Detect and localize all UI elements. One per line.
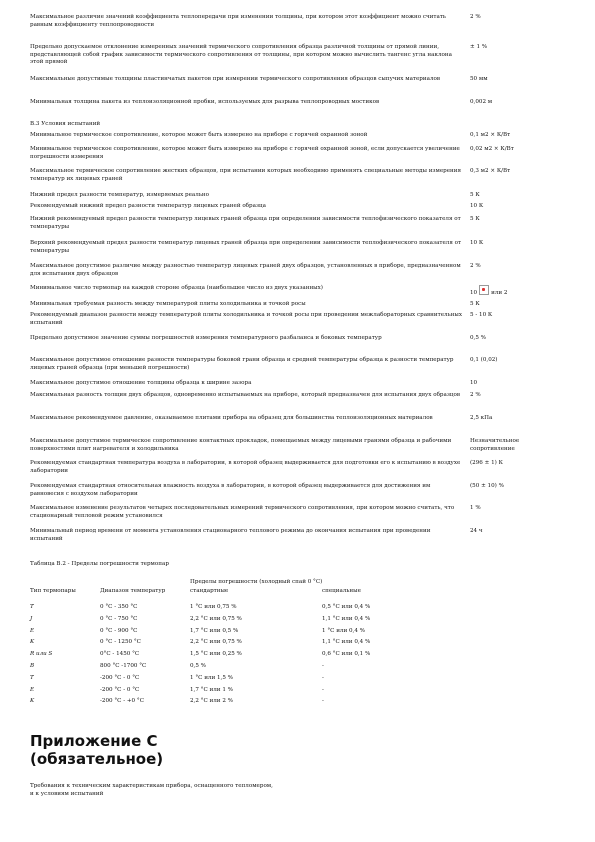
cell-special: 0,5 °С или 0,4 % bbox=[322, 604, 371, 610]
section-heading: В.3 Условия испытаний bbox=[30, 121, 101, 127]
cell-standard: 1,5 °С или 0,25 % bbox=[190, 651, 242, 658]
spec-value: 5 К bbox=[470, 192, 480, 198]
spec-value: 2,5 кПа bbox=[470, 415, 493, 421]
spec-value: 10 К bbox=[470, 240, 484, 246]
cell-range: 0 °С - 1250 °С bbox=[100, 639, 141, 646]
cell-special: 0,6 °С или 0,1 % bbox=[322, 651, 371, 658]
cell-special: 1,1 °С или 0,4 % bbox=[322, 639, 371, 646]
spec-text: Максимальное различие значений коэффициента теплопередачи при изменении толщины, при котором этот коэффициент можно считать равным коэффициенту теплопроводности bbox=[30, 14, 446, 28]
cell-range: 0 °С - 350 °С bbox=[100, 604, 138, 610]
spec-text: Нижний предел разности температур, измеряемых реально bbox=[30, 192, 209, 198]
table-caption: Таблица В.2 - Пределы погрешности термопар bbox=[30, 561, 169, 567]
broken-image-icon bbox=[479, 285, 489, 295]
spec-text: Минимальное термическое сопротивление, которое может быть измерено на приборе с горячей охранной зоной, если допускается увеличение погрешности измерения bbox=[30, 146, 460, 160]
spec-value: 0,5 % bbox=[470, 335, 486, 341]
spec-text: Максимальное допустимое отношение толщины образца к ширине зазора bbox=[30, 380, 252, 386]
cell-range: 0°С - 1450 °С bbox=[100, 651, 140, 658]
spec-value-suffix: или 2 bbox=[491, 290, 508, 296]
spec-text: Максимальное изменение результатов четырех последовательных измерений термического сопротивления, при котором можно считать, что стационарный тепловой режим установился bbox=[30, 505, 455, 519]
spec-text: Верхний рекомендуемый предел разности температур лицевых граней образца при определении зависимости теплофизического показателя от температуры bbox=[30, 240, 462, 254]
cell-type: K bbox=[30, 698, 35, 705]
spec-value: 5 К bbox=[470, 301, 480, 307]
spec-value: 2 % bbox=[470, 263, 481, 269]
spec-value: ± 1 % bbox=[470, 44, 488, 50]
cell-standard: 1,7 °С или 1 % bbox=[190, 686, 233, 693]
spec-text: Максимальное рекомендуемое давление, оказываемое плитами прибора на образец для большинства теплоизоляционных материалов bbox=[30, 415, 433, 421]
cell-type: E bbox=[30, 627, 35, 634]
cell-range: -200 °С - 0 °С bbox=[100, 674, 140, 681]
cell-standard: 0,5 % bbox=[190, 663, 206, 669]
cell-range: -200 °С - +0 °С bbox=[100, 698, 144, 705]
spec-text: Максимальное допустимое отношение разности температуры боковой грани образца и средней температуры образца к разности температур лицевых граней образца (при меньшей погрешности) bbox=[30, 357, 454, 371]
cell-standard: 2,2 °С или 2 % bbox=[190, 698, 233, 705]
cell-range: 0 °С - 750 °С bbox=[100, 615, 138, 622]
spec-value: 10 К bbox=[470, 203, 484, 209]
cell-special: - bbox=[322, 674, 324, 681]
spec-text: Минимальный период времени от момента установления стационарного теплового режима до окончания испытания при проведении испытаний bbox=[30, 528, 431, 542]
cell-standard: 1 °С или 1,5 % bbox=[190, 674, 233, 681]
spec-text: Максимальное термическое сопротивление жестких образцов, при испытании которых необходимо применять специальные методы измерения температур их лицевых граней bbox=[30, 168, 462, 182]
appendix-subtitle-line1: Требования к техническим характеристикам прибора, оснащенного тепломером, bbox=[30, 783, 273, 789]
cell-type: K bbox=[30, 639, 35, 646]
spec-value: 0,02 м2 × К/Вт bbox=[470, 146, 514, 152]
spec-text: Предельно допускаемое отклонение измеренных значений термического сопротивления образца различной толщины от прямой линии, представляющей собой график зависимости термического сопротивления от толщины, при котором можно вычислить тангенс угла наклона этой прямой bbox=[30, 44, 452, 66]
cell-standard: 2,2 °С или 0,75 % bbox=[190, 615, 242, 622]
cell-type: T bbox=[30, 674, 34, 681]
spec-value: 2 % bbox=[470, 392, 481, 398]
spec-text: Рекомендуемый нижний предел разности температур лицевых граней образца bbox=[30, 203, 266, 209]
spec-text: Рекомендуемая стандартная относительная влажность воздуха в лаборатории, в которой образец выдерживается для достижения им равновесия с воздухом лаборатории bbox=[30, 483, 431, 497]
spec-text: Максимальные допустимые толщины пластинчатых пакетов при измерении термического сопротивления образцов сыпучих материалов bbox=[30, 76, 441, 82]
spec-text: Минимальная требуемая разность между температурой плиты холодильника и точкой росы bbox=[30, 301, 306, 307]
spec-value: Незначительное сопротивление bbox=[470, 438, 520, 452]
cell-type: E bbox=[30, 686, 35, 693]
spec-value: 0,002 м bbox=[470, 99, 493, 105]
appendix-subtitle-line2: и к условиям испытаний bbox=[30, 791, 104, 797]
cell-standard: 2,2 °С или 0,75 % bbox=[190, 639, 242, 646]
spec-text: Максимальное допустимое различие между разностью температур лицевых граней двух образцов, установленных в приборе, предназначенном для испытания двух образцов bbox=[30, 263, 461, 277]
spec-value: (50 ± 10) % bbox=[470, 483, 504, 489]
spec-value: 0,1 (0,02) bbox=[470, 357, 498, 363]
cell-type: R или S bbox=[30, 651, 53, 658]
spec-value-number: 10 bbox=[470, 290, 478, 296]
spec-value: 0,3 м2 × К/Вт bbox=[470, 168, 511, 174]
spec-text: Рекомендуемая стандартная температура воздуха в лаборатории, в которой образец выдерживается для подготовки его к испытанию в воздухе лаборатории bbox=[30, 460, 461, 474]
spec-text: Нижний рекомендуемый предел разности температур лицевых граней образца при определении зависимости теплофизического показателя от температуры bbox=[30, 216, 461, 230]
table-header-special: специальные bbox=[322, 588, 361, 594]
spec-text: Минимальная толщина пакета из теплоизоляционной пробки, используемых для разрыва теплопроводных мостиков bbox=[30, 99, 380, 105]
cell-special: - bbox=[322, 686, 324, 693]
cell-special: 1,1 °С или 0,4 % bbox=[322, 615, 371, 622]
spec-value: 0,1 м2 × К/Вт bbox=[470, 132, 511, 138]
spec-text: Рекомендуемый диапазон разности между температурой плиты холодильника и точкой росы при проведении межлабораторных сравнительных испытаний bbox=[30, 312, 462, 326]
cell-special: - bbox=[322, 698, 324, 705]
spec-value bbox=[470, 285, 565, 298]
spec-value: 5 К bbox=[470, 216, 480, 222]
cell-range: 800 °С -1700 °С bbox=[100, 663, 147, 669]
spec-value: 1 % bbox=[470, 505, 481, 511]
cell-range: -200 °С - 0 °С bbox=[100, 686, 140, 693]
spec-text: Максимальная разность толщин двух образцов, одновременно испытываемых на приборе, который предназначен для испытания двух образцов bbox=[30, 392, 461, 398]
appendix-title bbox=[30, 732, 163, 768]
spec-text: Максимальное допустимое термическое сопротивление контактных прокладок, помещаемых между лицевыми гранями образца и рабочими поверхностями плит нагревателя и холодильника bbox=[30, 438, 452, 452]
cell-type: J bbox=[30, 615, 33, 622]
appendix-title-line1: Приложение С bbox=[30, 732, 158, 750]
cell-special: 1 °С или 0,4 % bbox=[322, 627, 365, 634]
cell-type: T bbox=[30, 604, 34, 610]
spec-value: 10 bbox=[470, 380, 478, 386]
spec-value: 5 - 10 К bbox=[470, 312, 493, 318]
table-header-type: Тип термопары bbox=[30, 588, 76, 594]
cell-type: B bbox=[30, 663, 35, 669]
cell-range: 0 °С - 900 °С bbox=[100, 627, 138, 634]
spec-value: 50 мм bbox=[470, 76, 488, 82]
table-header-standard: стандартные bbox=[190, 588, 229, 594]
spec-text: Минимальное термическое сопротивление, которое может быть измерено на приборе с горячей охранной зоной bbox=[30, 132, 368, 138]
appendix-title-line2: (обязательное) bbox=[30, 750, 164, 768]
spec-value: (296 ± 1) К bbox=[470, 460, 503, 466]
cell-standard: 1 °С или 0,75 % bbox=[190, 604, 237, 610]
table-header-range: Диапазон температур bbox=[100, 588, 166, 594]
spec-value: 24 ч bbox=[470, 528, 483, 534]
table-group-header: Пределы погрешности (холодный спай 0 °С) bbox=[190, 579, 323, 585]
spec-value: 2 % bbox=[470, 14, 481, 20]
cell-standard: 1,7 °С или 0,5 % bbox=[190, 627, 239, 634]
spec-text: Минимальное число термопар на каждой стороне образца (наибольшее число из двух указанных) bbox=[30, 285, 323, 291]
cell-special: - bbox=[322, 663, 324, 669]
spec-text: Предельно допустимое значение суммы погрешностей измерения температурного разбаланса и боковых температур bbox=[30, 335, 382, 341]
appendix-subtitle bbox=[30, 782, 450, 798]
